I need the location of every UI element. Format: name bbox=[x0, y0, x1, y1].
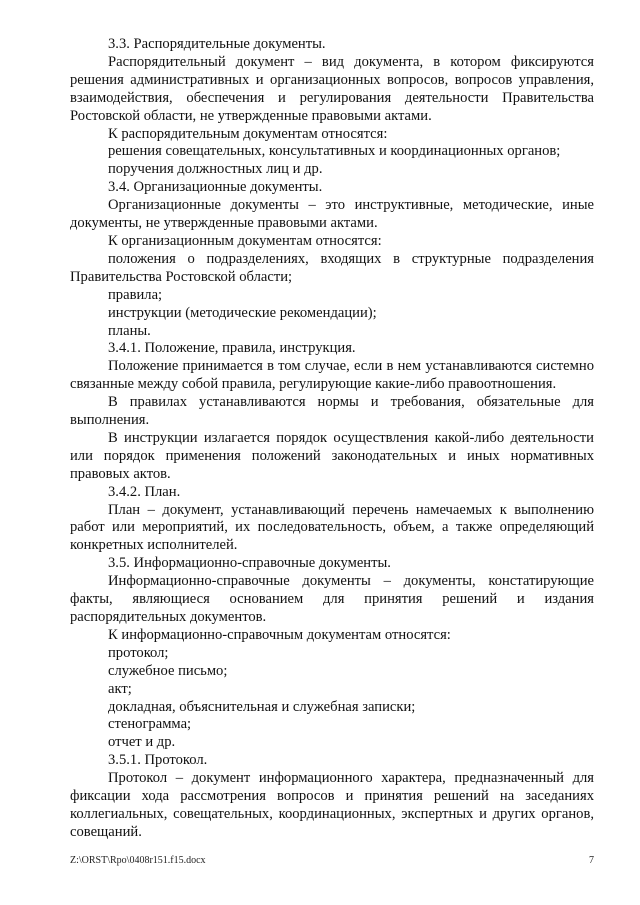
document-body bbox=[70, 36, 594, 842]
paragraph-plan-definition: План – документ, устанавливающий перечень намечаемых к выполнению работ или мероприятий, их последовательность, объем, а также определяющий конкретных исполнителей. bbox=[70, 501, 594, 554]
footer-file-path: Z:\ORST\Rpo\0408r151.f15.docx bbox=[70, 855, 206, 866]
section-heading-3-4: 3.4. Организационные документы. bbox=[108, 179, 323, 196]
list-item: акт; bbox=[108, 680, 132, 697]
list-item: правила; bbox=[108, 286, 163, 303]
section-heading-3-5: 3.5. Информационно-справочные документы. bbox=[108, 555, 391, 572]
list-item: служебное письмо; bbox=[108, 662, 228, 679]
section-heading-3-3: 3.3. Распорядительные документы. bbox=[108, 36, 326, 52]
list-intro-info-documents: К информационно-справочным документам относятся: bbox=[108, 626, 451, 643]
list-item: отчет и др. bbox=[108, 734, 176, 751]
list-intro-order-documents: К распорядительным документам относятся: bbox=[108, 125, 388, 142]
list-item: положения о подразделениях, входящих в структурные подразделения Правительства Ростовской области; bbox=[70, 250, 594, 285]
section-heading-3-4-2: 3.4.2. План. bbox=[108, 483, 181, 500]
paragraph-protocol-definition: Протокол – документ информационного характера, предназначенный для фиксации хода рассмотрения вопросов и принятия решений на заседаниях коллегиальных, совещательных, координационных, экспертных и других органов, совещаний. bbox=[70, 770, 594, 840]
list-item: решения совещательных, консультативных и координационных органов; bbox=[108, 143, 561, 160]
list-item: докладная, объяснительная и служебная записки; bbox=[108, 698, 416, 715]
paragraph-order-document-definition: Распорядительный документ – вид документа, в котором фиксируются решения административных и организационных вопросов, вопросов управления, взаимодействия, обеспечения и регулирования деятельности Правительства Ростовской области, не утвержденные правовыми актами. bbox=[70, 53, 594, 124]
paragraph-organizational-documents-definition: Организационные документы – это инструктивные, методические, иные документы, не утвержденные правовыми актами. bbox=[70, 197, 594, 232]
paragraph-info-documents-definition: Информационно-справочные документы – документы, констатирующие факты, являющиеся основанием для принятия решений и издания распорядительных документов. bbox=[70, 573, 594, 625]
section-heading-3-4-1: 3.4.1. Положение, правила, инструкция. bbox=[108, 340, 356, 357]
paragraph-regulation: Положение принимается в том случае, если в нем устанавливаются системно связанные между собой правила, регулирующие какие-либо правоотношения. bbox=[70, 358, 594, 393]
list-item: инструкции (методические рекомендации); bbox=[108, 304, 377, 321]
page-number: 7 bbox=[589, 855, 594, 866]
list-item: планы. bbox=[108, 322, 151, 339]
list-item: протокол; bbox=[108, 644, 169, 661]
list-item: стенограмма; bbox=[108, 716, 192, 733]
paragraph-instruction: В инструкции излагается порядок осуществления какой-либо деятельности или порядок применения положений законодательных и иных нормативных правовых актов. bbox=[70, 429, 594, 482]
section-heading-3-5-1: 3.5.1. Протокол. bbox=[108, 752, 208, 769]
paragraph-rules: В правилах устанавливаются нормы и требования, обязательные для выполнения. bbox=[70, 394, 594, 429]
list-item: поручения должностных лиц и др. bbox=[108, 161, 323, 178]
list-intro-organizational-documents: К организационным документам относятся: bbox=[108, 232, 382, 249]
